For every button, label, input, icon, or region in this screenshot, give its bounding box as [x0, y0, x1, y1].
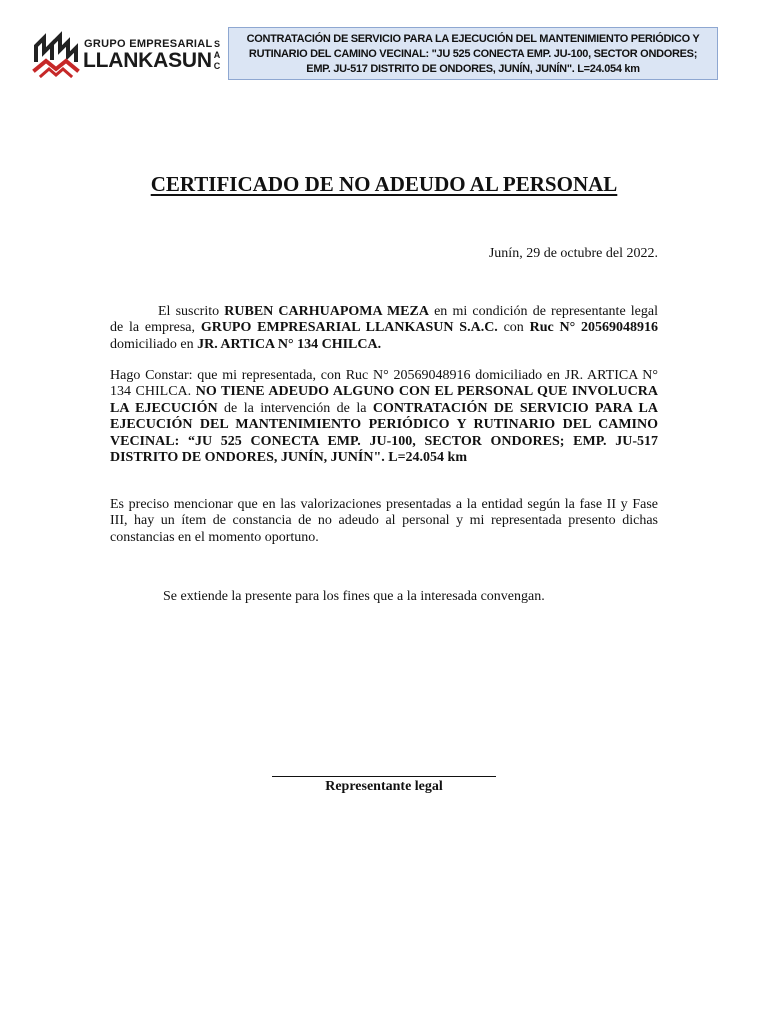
company-name: GRUPO EMPRESARIAL LLANKASUN S.A.C. — [200, 320, 498, 336]
contract-name: CONTRATACIÓN DE SERVICIO PARA LA EJECUCIÓN DEL MANTENIMIENTO PERIÓDICO Y RUTINARIO DEL CAMINO VECINAL: “JU 525 CONECTA EMP. JU-100, SECTOR ONDORES; EMP. JU-517 DISTRITO DE ONDORES, JUNÍN, JUNÍN". L=24.054 km — [110, 400, 658, 466]
project-title-line: CONTRATACIÓN DE SERVICIO PARA LA EJECUCIÓN DEL MANTENIMIENTO PERIÓDICO Y — [246, 33, 700, 45]
paragraph-closing: Se extiende la presente para los fines que a la interesada convengan. — [163, 589, 545, 604]
project-title-box — [228, 27, 718, 80]
logo-sac-vertical — [213, 39, 221, 72]
company-ruc: Ruc N° 20569048916 — [529, 320, 658, 336]
representative-name: RUBEN CARHUAPOMA MEZA — [224, 304, 429, 319]
logo-sac-letter: S — [213, 39, 220, 49]
paragraph-text: Hago Constar: que mi representada, con Ruc N° 20569048916 domiciliado en JR. ARTICA N° 134 CHILCA. — [110, 368, 658, 400]
project-title-line: EMP. JU-517 DISTRITO DE ONDORES, JUNÍN, JUNÍN". L=24.054 km — [306, 63, 640, 75]
company-address: JR. ARTICA N° 134 CHILCA. — [197, 336, 382, 352]
signature-label: Representante legal — [325, 779, 443, 794]
logo-sac-letter: C — [213, 61, 221, 71]
paragraph-text: domiciliado en — [110, 336, 198, 352]
project-title-line: RUTINARIO DEL CAMINO VECINAL: "JU 525 CONECTA EMP. JU-100, SECTOR ONDORES; — [248, 48, 698, 60]
paragraph-text: de la intervención de la — [217, 400, 373, 416]
declaration-statement: NO TIENE ADEUDO ALGUNO CON EL PERSONAL QUE INVOLUCRA LA EJECUCIÓN — [110, 384, 658, 416]
paragraph-valuations: Es preciso mencionar que en las valorizaciones presentadas a la entidad según la fase II y Fase III, hay un ítem de constancia de no adeudo al personal y mi representada presento dichas constancias en el momento oportuno. — [110, 497, 658, 545]
paragraph-text: El suscrito — [158, 304, 225, 319]
paragraph-text: en mi condición de representante legal de la empresa, — [110, 304, 658, 336]
logo-text-line2: LLANKASUN — [83, 49, 212, 72]
logo-sac-letter: A — [213, 50, 221, 60]
llankasun-logo-icon — [32, 30, 80, 78]
company-logo — [32, 30, 222, 80]
paragraph-representative — [110, 304, 658, 353]
logo-text-line1: GRUPO EMPRESARIAL — [84, 38, 213, 50]
paragraph-declaration — [110, 368, 658, 466]
signature-line — [272, 776, 496, 777]
paragraph-text: con — [497, 320, 530, 336]
document-date: Junín, 29 de octubre del 2022. — [488, 246, 658, 261]
document-title: CERTIFICADO DE NO ADEUDO AL PERSONAL — [150, 172, 618, 196]
